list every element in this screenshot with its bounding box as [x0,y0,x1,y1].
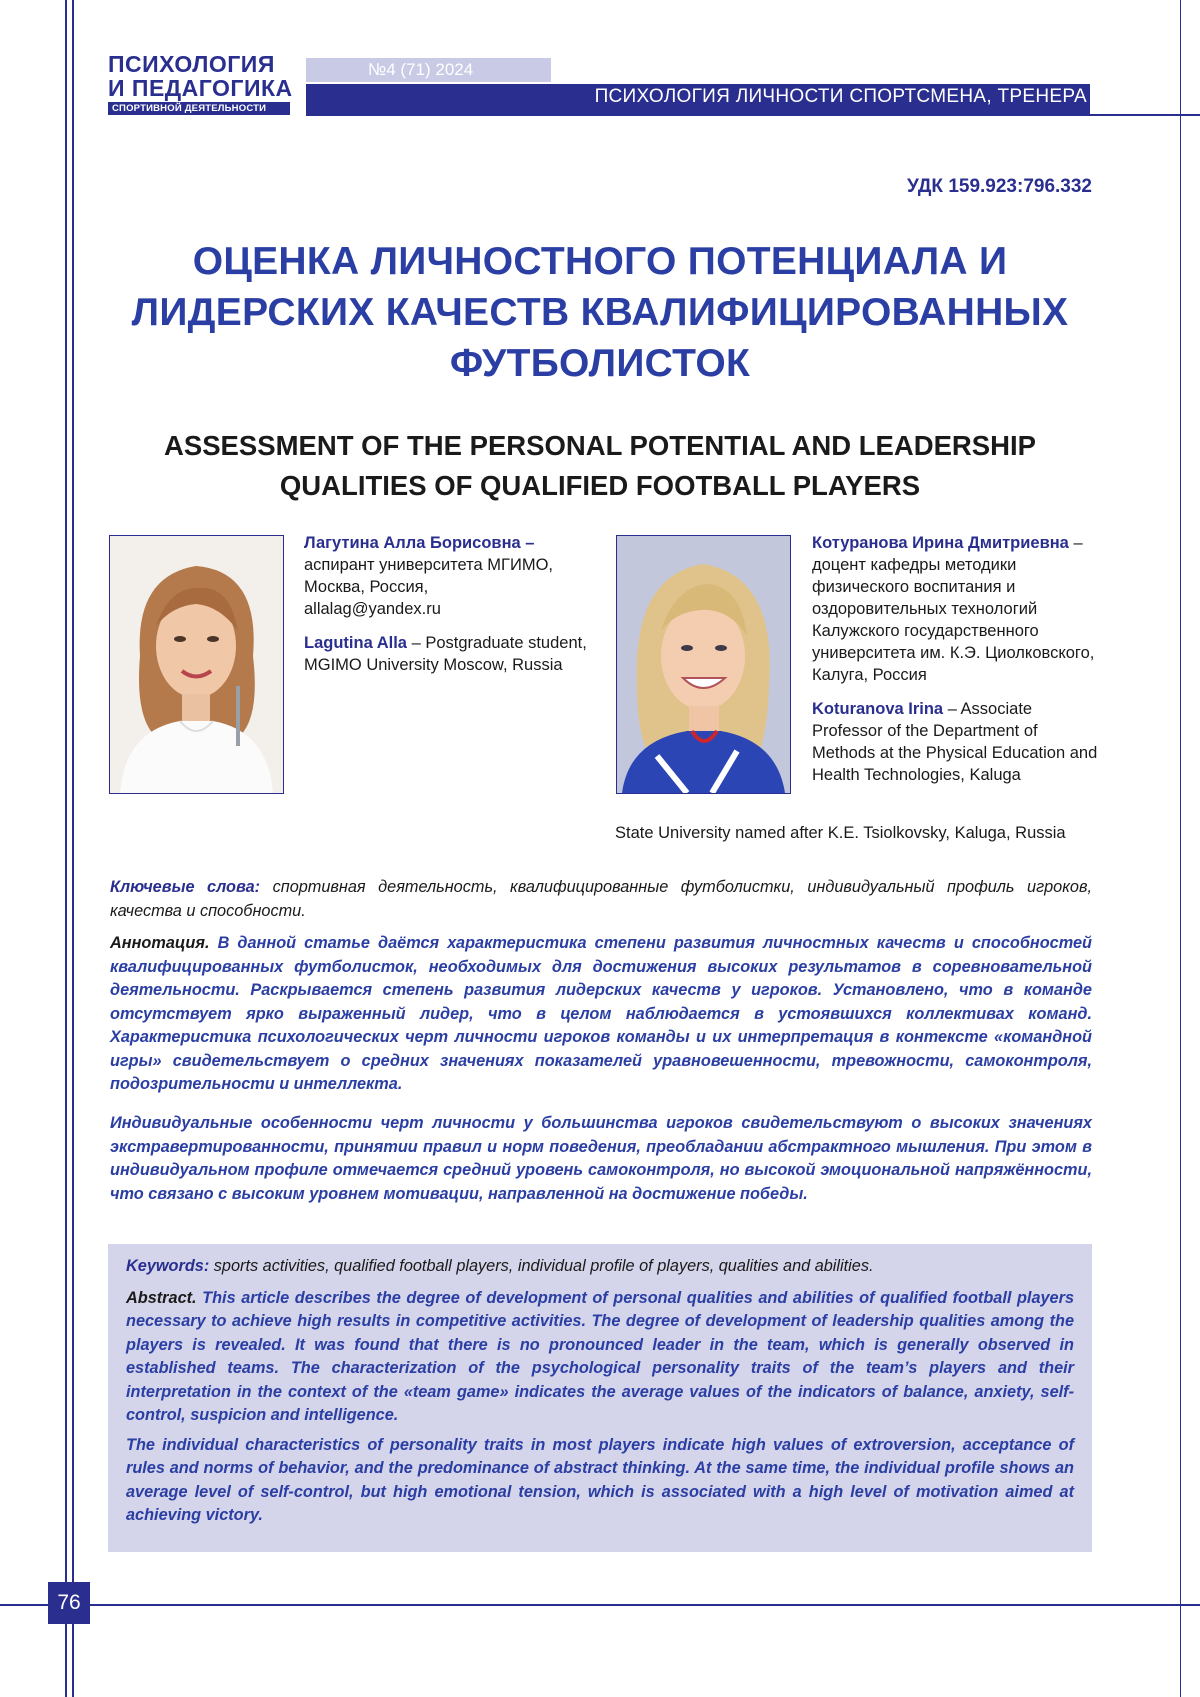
keywords-en-label: Keywords: [126,1257,210,1275]
author-info-koturanova [812,532,1102,786]
author-desc-en: – Associate Professor of the Department of Methods at the Physical Education and Health Technologies, Kaluga [812,700,1098,784]
keywords-ru-text: спортивная деятельность, квалифицированные футболистки, индивидуальный профиль игроков, качества и способности. [110,878,1092,920]
author-photo-koturanova [616,535,791,794]
abstract-en-p1: This article describes the degree of development of personal qualities and abilities of qualified football players necessary to achieve high results in competitive activities. The degree of development of leadership qualities among the players is revealed. It was found that there is no pronounced leader in the team, which is generally observed in established teams. The characterization of the psychological personality traits of the team’s players and their interpretation in the context of the «team game» indicates the average values of the indicators of balance, anxiety, self-control, suspicion and intelligence. [126,1288,1074,1424]
keywords-ru-label: Ключевые слова: [110,878,261,896]
udk-code: УДК 159.923:796.332 [907,176,1092,197]
abstract-ru-p1: В данной статье даётся характеристика степени развития личностных качеств и способностей квалифицированных футболисток, необходимых для достижения высоких результатов в соревновательной деятельности. Раскрывается степень развития лидерских качеств у игроков. Установлено, что в команде отсутствует ярко выраженный лидер, что в целом наблюдается в устоявшихся коллективах команд. Характеристика психологических черт личности игроков команды и их интерпретация в контексте «командной игры» свидетельствует о средних значениях показателей уравновешенности, тревожности, самоконтроля, подозрительности и интеллекта. [110,934,1092,1093]
keywords-en [126,1255,1074,1279]
abstract-en [126,1287,1074,1428]
issue-bar [306,58,551,82]
keywords-ru [110,876,1092,923]
author-photo-lagutina [109,535,284,794]
author-name-ru: Лагутина Алла Борисовна – [304,534,535,552]
section-bar [306,84,1090,114]
author-desc-en-continued: State University named after K.E. Tsiolkovsky, Kaluga, Russia [615,824,1066,842]
frame-line-bottom [0,1604,1200,1606]
abstract-ru-label: Аннотация. [110,934,210,952]
author-name-en: Koturanova Irina [812,700,944,718]
issue-number: №4 (71) 2024 [368,60,474,79]
logo-line-3: СПОРТИВНОЙ ДЕЯТЕЛЬНОСТИ [108,102,290,115]
author-info-lagutina [304,532,594,676]
section-title: ПСИХОЛОГИЯ ЛИЧНОСТИ СПОРТСМЕНА, ТРЕНЕРА [594,86,1087,107]
frame-line-left-outer [65,0,67,1697]
article-title-en: ASSESSMENT OF THE PERSONAL POTENTIAL AND LEADERSHIP QUALITIES OF QUALIFIED FOOTBALL PLAYERS [164,430,1036,501]
author-name-en: Lagutina Alla [304,634,407,652]
author-name-ru: Котуранова Ирина Дмитриевна [812,534,1069,552]
frame-line-left-inner [72,0,74,1697]
abstract-en-p2: The individual characteristics of personality traits in most players indicate high values of extroversion, acceptance of rules and norms of behavior, and the predominance of abstract thinking. At the same time, the individual profile shows an average level of self-control, but high emotional tension, which is associated with a high level of motivation aimed at achieving victory. [126,1435,1074,1524]
abstract-ru-p2: Индивидуальные особенности черт личности у большинства игроков свидетельствуют о высоких значениях экстравертированности, принятии правил и норм поведения, преобладании абстрактного мышления. При этом в индивидуальном профиле отмечается средний уровень самоконтроля, но высокой эмоциональной напряжённости, что связано с высоким уровнем мотивации, направленной на достижение победы. [110,1114,1092,1203]
abstract-en-label: Abstract. [126,1288,197,1307]
frame-line-right [1180,0,1181,1697]
journal-logo [108,51,293,115]
author-email[interactable]: allalag@yandex.ru [304,600,441,618]
logo-line-1: ПСИХОЛОГИЯ [108,51,275,77]
author-desc-ru: – доцент кафедры методики физического воспитания и оздоровительных технологий Калужского государственного университета им. К.Э. Циолковского, Калуга, Россия [812,534,1095,684]
article-title-ru: ОЦЕНКА ЛИЧНОСТНОГО ПОТЕНЦИАЛА И ЛИДЕРСКИХ КАЧЕСТВ КВАЛИФИЦИРОВАННЫХ ФУТБОЛИСТОК [131,240,1069,385]
keywords-en-text: sports activities, qualified football players, individual profile of players, qualities and abilities. [213,1257,874,1275]
author-desc-ru: аспирант университета МГИМО, Москва, Россия, [304,556,553,596]
header-rule [306,114,1200,116]
author-desc-en: – Postgraduate student, MGIMO University Moscow, Russia [304,634,587,674]
abstract-ru [110,932,1092,1097]
page-number: 76 [48,1582,90,1624]
logo-line-2: И ПЕДАГОГИКА [108,75,293,101]
english-abstract-box [108,1244,1092,1552]
